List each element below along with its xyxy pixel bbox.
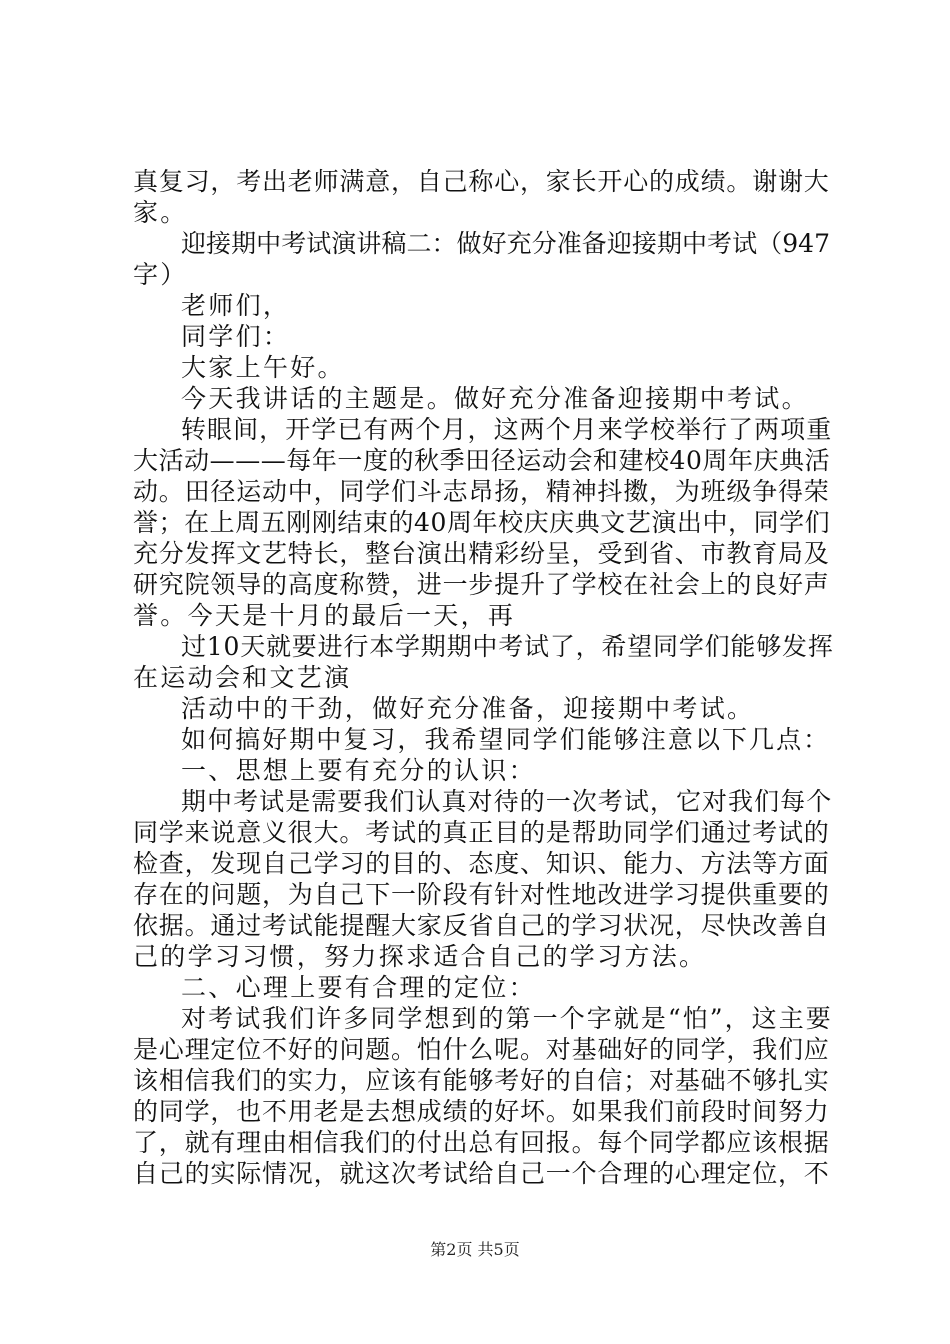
- text-line: 大活动———每年一度的秋季田径运动会和建校40周年庆典活: [133, 446, 831, 475]
- text-line: 誉。今天是十月的最后一天，再: [133, 601, 516, 630]
- page-footer: 第2页 共5页: [430, 1240, 520, 1259]
- text-line: 过10天就要进行本学期期中考试了，希望同学们能够发挥: [181, 632, 834, 661]
- text-line: 字）: [133, 260, 188, 289]
- text-line: 检查，发现自己学习的目的、态度、知识、能力、方法等方面: [133, 849, 830, 878]
- text-line: 活动中的干劲，做好充分准备，迎接期中考试。: [181, 694, 755, 723]
- text-line: 依据。通过考试能提醒大家反省自己的学习状况，尽快改善自: [133, 911, 830, 940]
- text-line: 转眼间，开学已有两个月，这两个月来学校举行了两项重: [181, 415, 833, 444]
- text-line: 誉；在上周五刚刚结束的40周年校庆庆典文艺演出中，同学们: [133, 508, 831, 537]
- text-line: 一、思想上要有充分的认识：: [181, 756, 536, 785]
- text-line: 是心理定位不好的问题。怕什么呢。对基础好的同学，我们应: [133, 1035, 830, 1064]
- text-line: 真复习，考出老师满意，自己称心，家长开心的成绩。谢谢大: [133, 167, 830, 196]
- text-line: 如何搞好期中复习，我希望同学们能够注意以下几点：: [181, 725, 831, 754]
- text-line: 同学们：: [181, 322, 291, 351]
- text-line: 期中考试是需要我们认真对待的一次考试，它对我们每个: [181, 787, 833, 816]
- text-line: 的同学，也不用老是去想成绩的好坏。如果我们前段时间努力: [133, 1097, 830, 1126]
- text-line: 大家上午好。: [181, 353, 345, 382]
- text-line: 对考试我们许多同学想到的第一个字就是“怕”，这主要: [181, 1004, 833, 1033]
- text-line: 在运动会和文艺演: [133, 663, 352, 692]
- text-line: 二、心理上要有合理的定位：: [181, 973, 536, 1002]
- text-line: 同学来说意义很大。考试的真正目的是帮助同学们通过考试的: [133, 818, 830, 847]
- document-body: [133, 166, 833, 1189]
- text-line: 该相信我们的实力，应该有能够考好的自信；对基础不够扎实: [133, 1066, 830, 1095]
- text-line: 今天我讲话的主题是。做好充分准备迎接期中考试。: [181, 384, 809, 413]
- text-line: 存在的问题，为自己下一阶段有针对性地改进学习提供重要的: [133, 880, 830, 909]
- text-line: 老师们，: [181, 291, 291, 320]
- text-line: 动。田径运动中，同学们斗志昂扬，精神抖擞，为班级争得荣: [133, 477, 830, 506]
- text-line: 充分发挥文艺特长，整台演出精彩纷呈，受到省、市教育局及: [133, 539, 830, 568]
- text-line: 了，就有理由相信我们的付出总有回报。每个同学都应该根据: [133, 1128, 830, 1157]
- text-line: 家。: [133, 198, 188, 227]
- text-line: 研究院领导的高度称赞，进一步提升了学校在社会上的良好声: [133, 570, 830, 599]
- text-line: 自己的实际情况，就这次考试给自己一个合理的心理定位，不: [133, 1159, 830, 1188]
- text-line: 迎接期中考试演讲稿二：做好充分准备迎接期中考试（947: [181, 229, 831, 258]
- text-line: 己的学习习惯，努力探求适合自己的学习方法。: [133, 942, 707, 971]
